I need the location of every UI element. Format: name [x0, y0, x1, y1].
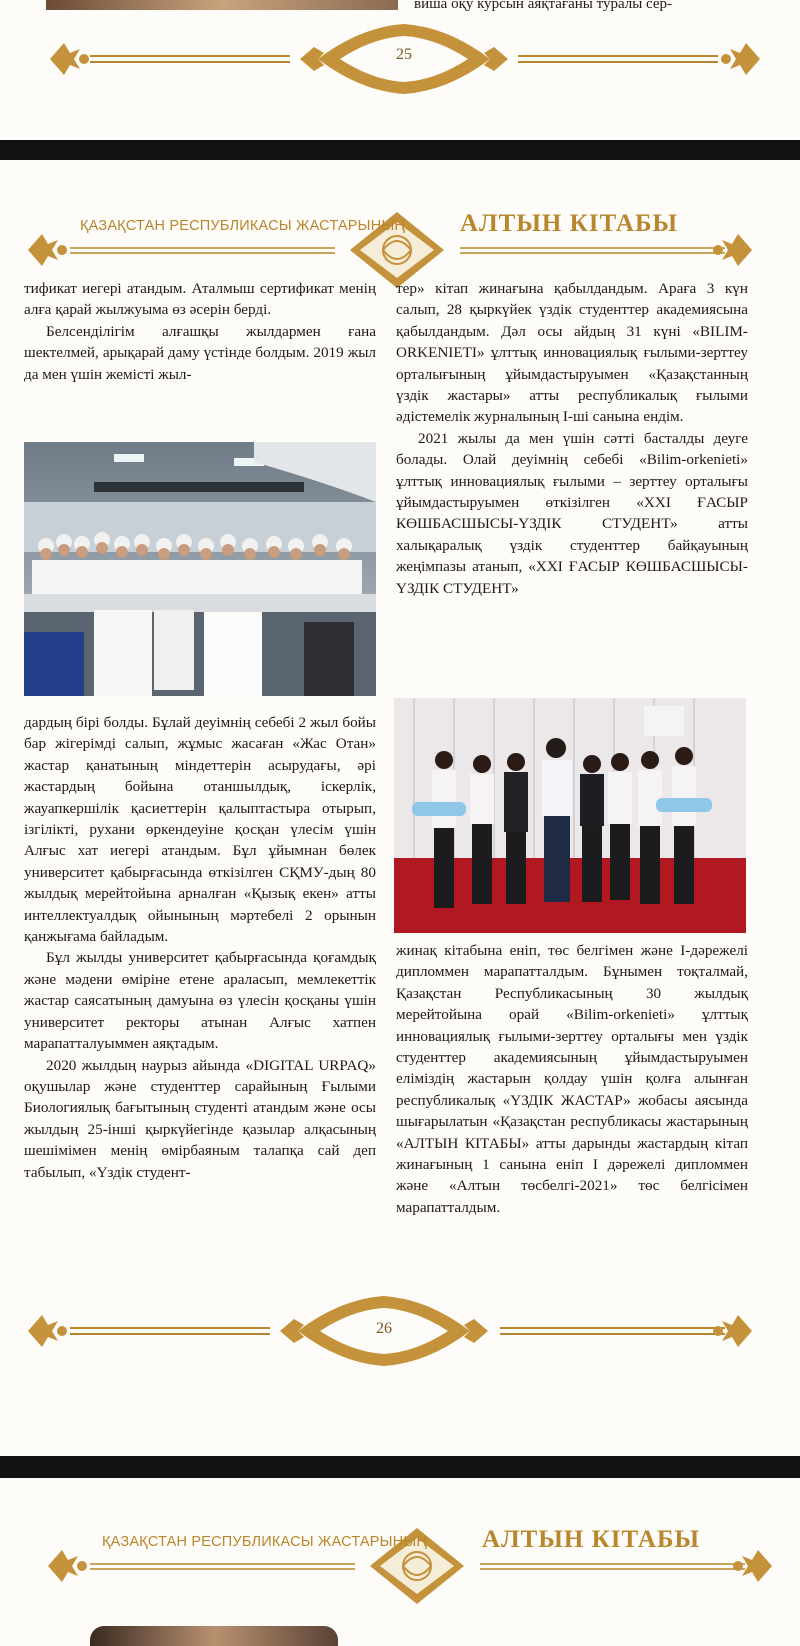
- paragraph: жинақ кітабына еніп, төс белгімен және І-дәрежелі дипломмен марапатталдым. Бұнымен тоқталмай, Қазақстан Республикасының 30 жылдық мерейтойына орай «Bilim-orkenieti» ұлттық инновациялық ғылыми-зерттеу орталығы мен үздік студенттер академиясының ұйымдастыруымен еліміздің жастарын қолдау үшін қолға алынған республикалық «ҮЗДІК ЖАСТАР» жобасы аясында шығарылатын «Қазақстан республикасы жастарының «АЛТЫН КІТАБЫ» атты дарынды жастардың кітап жинағының 1 санына еніп І дәрежелі дипломмен және «Алтын төсбелгі-2021» төс белгісімен марапатталдым.: [396, 942, 748, 1216]
- top-photo-fragment: [46, 0, 398, 10]
- paragraph: тер» кітап жинағына қабылдандым. Араға 3 күн салып, 28 қыркүйек үздік студенттер академиясына қабылдандым. Дәл осы айдың 31 күні «BILIM-ORKENIETI» ұлттық инновациялық ғылыми-зерттеу орталығының ұйымдастыруымен «Қазақстанның үздік жастары» атты республикалық ғылыми әдістемелік журналының І-ші санына ендім.: [396, 280, 748, 426]
- next-photo-fragment: [90, 1626, 338, 1646]
- page-25: [0, 0, 800, 140]
- header-right-title: АЛТЫН КІТАБЫ: [460, 210, 679, 237]
- paragraph: 2020 жылдың наурыз айында «DIGITAL URPAQ» оқушылар және студенттер сарайының Ғылыми Биологиялық бағытының студенті атандым және осы жылдың 25-інші қыркүйегінде қазылар алқасының шешімімен менің өмірбаяным талапқа сай деп табылып, «Үздік студент-: [24, 1056, 376, 1181]
- page-26: [0, 160, 800, 1456]
- footer-ornament-26: [0, 1294, 800, 1374]
- page-number-25: 25: [396, 46, 412, 63]
- photo-laboratory-group: [24, 442, 376, 696]
- footer-ornament-25: [0, 22, 800, 102]
- page-number-26: 26: [376, 1320, 392, 1337]
- header-right-title: АЛТЫН КІТАБЫ: [482, 1526, 701, 1553]
- text-left-bottom: [24, 712, 376, 1183]
- photo-award-group: [394, 698, 746, 933]
- header-left-text: ҚАЗАҚСТАН РЕСПУБЛИКАСЫ ЖАСТАРЫНЫҢ: [80, 218, 406, 234]
- paragraph: 2021 жылы да мен үшін сәтті басталды деуге болады. Олай деуімнің себебі «Bilim-orkenieti» ұлттық инновациялық ғылыми – зерттеу орталығы ұйымдастыруымен өткізілген «ХХІ ҒАСЫР КӨШБАСШЫСЫ-ҮЗДІК СТУДЕНТ» атты халықаралық үздік студенттер байқауының жеңімпазы атанып, «ХХІ ҒАСЫР КӨШБАСШЫСЫ-ҮЗДІК СТУДЕНТ»: [396, 429, 748, 597]
- text-left-top: [24, 278, 376, 385]
- paragraph: Бұл жылды университет қабырғасында қоғамдық және мәдени өміріне етене араласып, мемлекеттік жастар саясатының дамуына өз үлесін қосқаны үшін университет ректоры атынан Алғыс хатпен марапатталуыммен аяқтадым.: [24, 949, 376, 1053]
- top-strip-text: виша оқу курсын аяқтағаны туралы сер-: [414, 0, 673, 12]
- text-right-top: [396, 278, 748, 599]
- header-left-text: ҚАЗАҚСТАН РЕСПУБЛИКАСЫ ЖАСТАРЫНЫҢ: [102, 1534, 428, 1550]
- text-right-bottom: [396, 940, 748, 1218]
- paragraph: тификат иегері атандым. Аталмыш сертификат менің алға қарай жылжуыма өз әсерін берді.: [24, 280, 376, 319]
- paragraph: дардың бірі болды. Бұлай деуімнің себебі 2 жыл бойы бар жігерімді салып, жұмыс жасаған «Жас Отан» жастар қанатының міндеттерін асырудағы, әрі жастардың бойына отаншылдық, іскерлік, жауапкершілік қасиеттерін қалыптастыра отырып, ізгілікті, рухани өркендеуіне қосқан үлесім үшін Алғыс хат иегері атандым. Бұл ұйымнан бөлек университет қабырғасында өткізілген СҚМУ-дың 80 жылдық мерейтойына арналған «Қызық екен» атты интеллектуалдық ойынының мәртебелі 2 орынын қанжығама байладым.: [24, 714, 376, 946]
- page-27: [0, 1478, 800, 1646]
- paragraph: Белсенділігім алғашқы жылдармен ғана шектелмей, арықарай даму үстінде болдым. 2019 жыл да мен үшін жемісті жыл-: [24, 322, 376, 383]
